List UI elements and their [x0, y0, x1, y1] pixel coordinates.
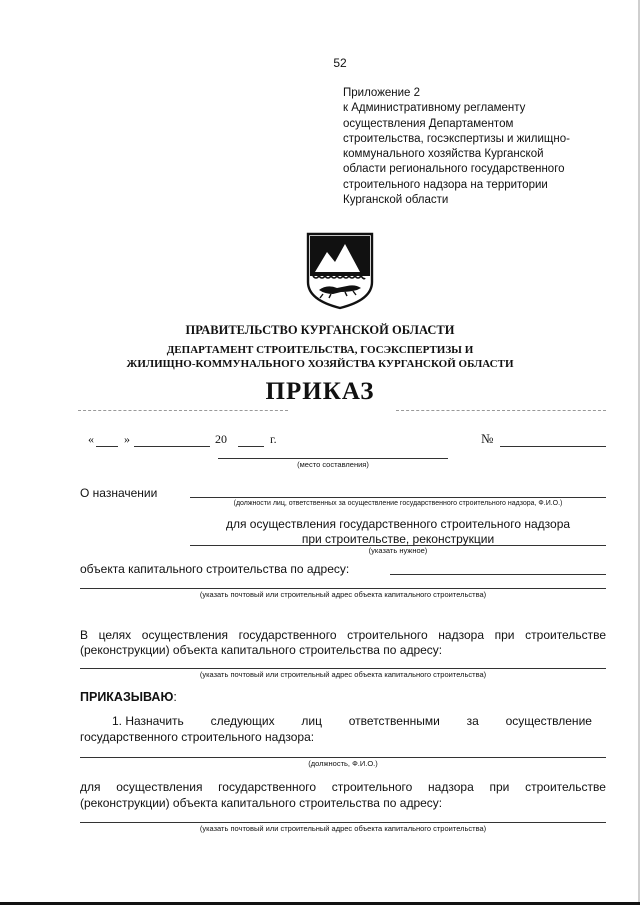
appendix-block [343, 86, 623, 208]
order-purpose-word: для [80, 780, 101, 794]
appendix-line: осуществления Департаментом [343, 117, 514, 130]
number-sign: № [481, 431, 494, 446]
appendix-line: к Административному регламенту [343, 102, 526, 115]
object-address-blank-line [390, 574, 606, 575]
place-blank-line [218, 458, 448, 459]
number-blank-line [500, 446, 606, 447]
appointment-label: О назначении [80, 486, 158, 500]
day-blank-line [96, 446, 118, 447]
order-heading [80, 690, 177, 704]
preamble-line1: В целях осуществления государственного строительного надзора при строительстве [80, 628, 606, 642]
person-blank-line [80, 757, 606, 758]
separator-line [396, 410, 606, 411]
order-purpose-word: государственного [218, 780, 317, 794]
document-type-title: ПРИКАЗ [265, 378, 375, 405]
government-name: ПРАВИТЕЛЬСТВО КУРГАНСКОЙ ОБЛАСТИ [185, 323, 455, 337]
department-name-line2: ЖИЛИЩНО-КОММУНАЛЬНОГО ХОЗЯЙСТВА КУРГАНСКОЙ ОБЛАСТИ [126, 358, 514, 370]
month-blank-line [134, 446, 210, 447]
order-purpose-word: осуществления [116, 780, 203, 794]
appendix-line: строительства, госэкспертизы и жилищно- [343, 132, 570, 145]
date-close-quote: » [124, 432, 130, 446]
order-purpose-line2: (реконструкции) объекта капитального строительства по адресу: [80, 796, 443, 810]
appendix-line: строительного надзора на территории [343, 178, 548, 191]
page-number: 52 [333, 56, 347, 70]
positions-blank-line [190, 497, 606, 498]
order-purpose-word: при [489, 780, 510, 794]
order-item1-line2: государственного строительного надзора: [80, 730, 315, 744]
order-address-blank-line [80, 822, 606, 823]
date-open-quote: « [88, 432, 94, 446]
object-address-caption: (указать почтовый или строительный адрес объекта капитального строительства) [199, 590, 487, 599]
order-item1-word: осуществление [505, 714, 592, 728]
appendix-line: коммунального хозяйства Курганской [343, 148, 544, 161]
order-purpose-word: строительного [331, 780, 413, 794]
order-item1-word: 1. Назначить [112, 714, 184, 728]
year-prefix: 20 [215, 432, 227, 446]
order-purpose-word: строительстве [525, 780, 606, 794]
order-item1-word: за [466, 714, 479, 728]
order-address-caption: (указать почтовый или строительный адрес объекта капитального строительства) [199, 824, 487, 833]
order-purpose-line1 [80, 780, 606, 794]
order-item1-word: лиц [301, 714, 322, 728]
order-item1-word: ответственными [348, 714, 440, 728]
object-address-label: объекта капитального строительства по адресу: [80, 562, 350, 576]
order-heading-text: ПРИКАЗЫВАЮ [80, 690, 174, 704]
appointment-purpose-line1: для осуществления государственного строительного надзора [225, 517, 571, 531]
appendix-line: Курганской области [343, 194, 449, 207]
appointment-purpose-line2: при строительстве, реконструкции [301, 532, 495, 546]
order-heading-colon: : [173, 690, 177, 704]
positions-caption: (должности лиц, ответственных за осуществление государственного строительного надзора, Ф.И.О.) [233, 500, 563, 507]
object-address-blank-line-2 [80, 588, 606, 589]
order-item1-line1 [112, 714, 592, 728]
order-purpose-word: надзора [428, 780, 474, 794]
appendix-line: области регионального государственного [343, 163, 565, 176]
order-item1-word: следующих [210, 714, 275, 728]
year-suffix: г. [270, 432, 277, 446]
purpose-caption: (указать нужное) [368, 546, 428, 555]
coat-of-arms-emblem [305, 232, 375, 310]
person-caption: (должность, Ф.И.О.) [308, 759, 378, 768]
separator-line [78, 410, 288, 411]
appendix-title: Приложение 2 [343, 87, 421, 99]
preamble-line2: (реконструкции) объекта капитального строительства по адресу: [80, 643, 443, 657]
place-caption: (место составления) [297, 460, 369, 469]
preamble-address-caption: (указать почтовый или строительный адрес объекта капитального строительства) [199, 670, 487, 679]
year-blank-line [238, 446, 264, 447]
department-name-line1: ДЕПАРТАМЕНТ СТРОИТЕЛЬСТВА, ГОСЭКСПЕРТИЗЫ И [166, 344, 474, 356]
preamble-address-blank-line [80, 668, 606, 669]
